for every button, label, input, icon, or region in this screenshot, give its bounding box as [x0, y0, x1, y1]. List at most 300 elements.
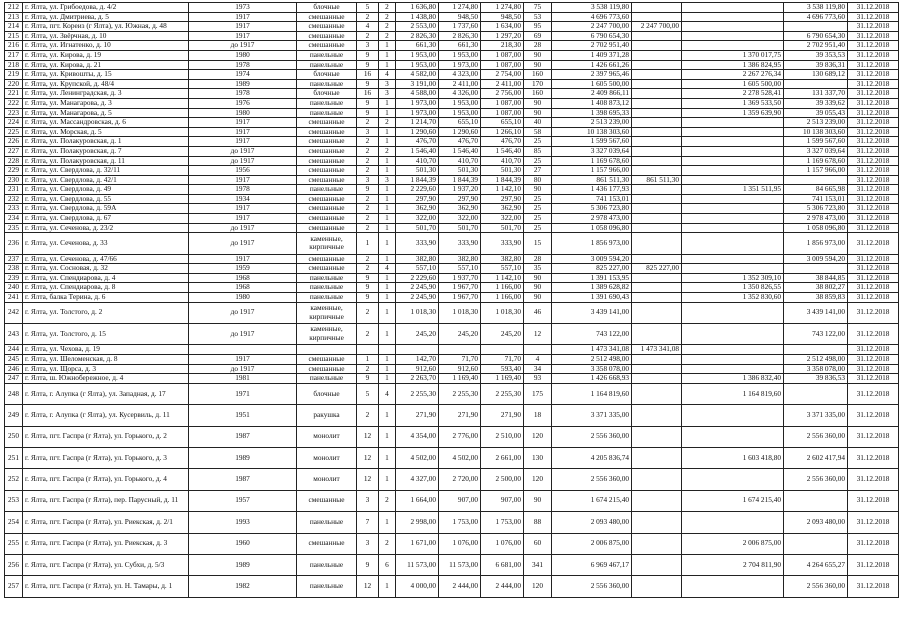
date-cell: 31.12.2018	[848, 194, 899, 204]
fund-1-cell	[632, 89, 682, 99]
fund-2-cell: 1 369 533,50	[682, 98, 784, 108]
living-area-cell: 2 720,00	[439, 469, 481, 490]
cost-cell: 6 969 467,17	[552, 554, 632, 575]
row-number: 235	[5, 223, 23, 233]
total-area-cell: 1 438,80	[396, 12, 439, 22]
cost-cell: 5 306 723,80	[552, 204, 632, 214]
address-cell: г. Ялта, ул. Крупской, д. 48/4	[23, 79, 189, 89]
material-cell: блочные	[297, 70, 357, 80]
total-area-cell: 142,70	[396, 354, 439, 364]
cost-cell: 3 538 119,80	[552, 3, 632, 13]
row-number: 225	[5, 127, 23, 137]
residential-area-cell: 1 087,00	[481, 98, 524, 108]
living-area-cell: 1 967,70	[439, 293, 481, 303]
date-cell: 31.12.2018	[848, 108, 899, 118]
material-cell: смешанные	[297, 31, 357, 41]
address-cell: г. Ялта, пгт. Гаспра (г Ялта), ул. Риекская, д. 3	[23, 533, 189, 554]
date-cell: 31.12.2018	[848, 127, 899, 137]
fund-3-cell: 743 122,00	[784, 324, 848, 345]
fund-2-cell: 1 370 017,75	[682, 50, 784, 60]
residents-cell: 90	[524, 283, 552, 293]
address-cell: г. Ялта, ул. Свердлова, д. 42/1	[23, 175, 189, 185]
floors-cell: 9	[357, 98, 379, 108]
address-cell: г. Ялта, ул. Звёрчная, д. 10	[23, 31, 189, 41]
date-cell: 31.12.2018	[848, 426, 899, 447]
date-cell: 31.12.2018	[848, 405, 899, 426]
table-row	[5, 374, 899, 384]
floors-cell: 3	[357, 127, 379, 137]
living-area-cell: 410,70	[439, 156, 481, 166]
table-row	[5, 283, 899, 293]
residential-area-cell: 1 297,20	[481, 31, 524, 41]
residential-area-cell: 655,10	[481, 118, 524, 128]
fund-2-cell	[682, 156, 784, 166]
fund-2-cell	[682, 345, 784, 355]
residents-cell: 120	[524, 576, 552, 597]
document-sheet	[4, 2, 898, 598]
living-area-cell: 362,90	[439, 204, 481, 214]
residential-area-cell: 1 087,00	[481, 60, 524, 70]
cost-cell: 2 556 360,00	[552, 469, 632, 490]
fund-3-cell: 2 602 417,94	[784, 447, 848, 468]
address-cell: г. Ялта, ш. Южнобережное, д. 4	[23, 374, 189, 384]
cost-cell: 1 391 690,43	[552, 293, 632, 303]
address-cell: г. Ялта, г. Алупка (г Ялта), ул. Кусервиль, д. 11	[23, 405, 189, 426]
residents-cell: 27	[524, 166, 552, 176]
fund-2-cell: 1 386 824,95	[682, 60, 784, 70]
date-cell: 31.12.2018	[848, 254, 899, 264]
cost-cell: 1 058 096,80	[552, 223, 632, 233]
floors-cell: 9	[357, 108, 379, 118]
row-number: 233	[5, 204, 23, 214]
living-area-cell: 1 737,60	[439, 22, 481, 32]
date-cell: 31.12.2018	[848, 345, 899, 355]
fund-2-cell	[682, 302, 784, 323]
material-cell: панельные	[297, 79, 357, 89]
material-cell: панельные	[297, 98, 357, 108]
date-cell: 31.12.2018	[848, 490, 899, 511]
address-cell: г. Ялта, ул. Свердлова, д. 59А	[23, 204, 189, 214]
cost-cell: 2 702 951,40	[552, 41, 632, 51]
table-row	[5, 324, 899, 345]
row-number: 217	[5, 50, 23, 60]
residents-cell: 88	[524, 512, 552, 533]
material-cell: панельные	[297, 108, 357, 118]
cost-cell: 2 556 360,00	[552, 426, 632, 447]
cost-cell: 10 138 303,60	[552, 127, 632, 137]
fund-2-cell: 1 351 511,95	[682, 185, 784, 195]
residents-cell: 120	[524, 426, 552, 447]
fund-1-cell	[632, 79, 682, 89]
living-area-cell: 1 937,20	[439, 185, 481, 195]
row-number: 228	[5, 156, 23, 166]
floors-cell: 12	[357, 426, 379, 447]
floors-cell: 4	[357, 22, 379, 32]
residents-cell: 15	[524, 233, 552, 254]
row-number: 252	[5, 469, 23, 490]
row-number: 234	[5, 214, 23, 224]
material-cell: смешанные	[297, 127, 357, 137]
residential-area-cell: 382,80	[481, 254, 524, 264]
residents-cell: 4	[524, 354, 552, 364]
floors-cell: 3	[357, 175, 379, 185]
residents-cell: 25	[524, 137, 552, 147]
date-cell: 31.12.2018	[848, 354, 899, 364]
fund-3-cell: 1 169 678,60	[784, 156, 848, 166]
fund-1-cell	[632, 293, 682, 303]
year-cell: 1971	[189, 383, 297, 404]
fund-2-cell	[682, 204, 784, 214]
residential-area-cell: 333,90	[481, 233, 524, 254]
residential-area-cell: 6 681,00	[481, 554, 524, 575]
residents-cell: 75	[524, 3, 552, 13]
table-row	[5, 405, 899, 426]
material-cell: смешанные	[297, 533, 357, 554]
table-row	[5, 175, 899, 185]
fund-2-cell	[682, 512, 784, 533]
material-cell: смешанные	[297, 22, 357, 32]
living-area-cell: 1 967,70	[439, 283, 481, 293]
cost-cell: 1 605 500,00	[552, 79, 632, 89]
year-cell: 1917	[189, 12, 297, 22]
year-cell: 1917	[189, 137, 297, 147]
total-area-cell: 501,70	[396, 223, 439, 233]
material-cell: каменные, кирпичные	[297, 324, 357, 345]
material-cell: панельные	[297, 273, 357, 283]
address-cell: г. Ялта, пгт. Гаспра (г Ялта), ул. Горького, д. 2	[23, 426, 189, 447]
year-cell: 1968	[189, 283, 297, 293]
year-cell: 1968	[189, 273, 297, 283]
entrances-cell: 1	[379, 576, 396, 597]
address-cell: г. Ялта, ул. Манагарова, д. 5	[23, 108, 189, 118]
fund-1-cell	[632, 204, 682, 214]
fund-3-cell: 2 978 473,00	[784, 214, 848, 224]
table-row	[5, 447, 899, 468]
cost-cell: 1 164 819,60	[552, 383, 632, 404]
fund-1-cell: 825 227,00	[632, 264, 682, 274]
residential-area-cell: 1 166,00	[481, 293, 524, 303]
floors-cell: 2	[357, 156, 379, 166]
fund-2-cell	[682, 146, 784, 156]
cost-cell: 4 696 773,60	[552, 12, 632, 22]
row-number: 247	[5, 374, 23, 384]
living-area-cell: 661,30	[439, 41, 481, 51]
row-number: 251	[5, 447, 23, 468]
cost-cell: 4 205 836,74	[552, 447, 632, 468]
date-cell: 31.12.2018	[848, 283, 899, 293]
entrances-cell: 1	[379, 214, 396, 224]
living-area-cell: 2 776,00	[439, 426, 481, 447]
date-cell: 31.12.2018	[848, 204, 899, 214]
date-cell: 31.12.2018	[848, 273, 899, 283]
floors-cell: 1	[357, 354, 379, 364]
material-cell: смешанные	[297, 254, 357, 264]
table-row	[5, 576, 899, 597]
living-area-cell: 2 826,30	[439, 31, 481, 41]
residential-area-cell: 1 169,40	[481, 374, 524, 384]
date-cell: 31.12.2018	[848, 41, 899, 51]
total-area-cell: 322,00	[396, 214, 439, 224]
residents-cell: 175	[524, 383, 552, 404]
residential-area-cell: 2 255,30	[481, 383, 524, 404]
total-area-cell: 1 953,00	[396, 50, 439, 60]
fund-3-cell: 39 836,53	[784, 374, 848, 384]
fund-3-cell: 39 055,43	[784, 108, 848, 118]
total-area-cell: 4 354,00	[396, 426, 439, 447]
year-cell: 1917	[189, 22, 297, 32]
row-number: 236	[5, 233, 23, 254]
residents-cell	[524, 345, 552, 355]
row-number: 223	[5, 108, 23, 118]
fund-3-cell: 1 058 096,80	[784, 223, 848, 233]
fund-2-cell	[682, 254, 784, 264]
material-cell: блочные	[297, 383, 357, 404]
table-row	[5, 22, 899, 32]
living-area-cell: 912,60	[439, 364, 481, 374]
entrances-cell: 1	[379, 426, 396, 447]
address-cell: г. Ялта, ул. Спендиарова, д. 8	[23, 283, 189, 293]
total-area-cell: 661,30	[396, 41, 439, 51]
residential-area-cell: 907,00	[481, 490, 524, 511]
address-cell: г. Ялта, ул. Свердлова, д. 49	[23, 185, 189, 195]
residential-area-cell: 2 754,00	[481, 70, 524, 80]
fund-1-cell	[632, 60, 682, 70]
material-cell	[297, 345, 357, 355]
cost-cell: 2 397 965,46	[552, 70, 632, 80]
fund-2-cell: 1 674 215,40	[682, 490, 784, 511]
table-row	[5, 60, 899, 70]
entrances-cell: 4	[379, 70, 396, 80]
table-row	[5, 345, 899, 355]
fund-3-cell: 2 556 360,00	[784, 469, 848, 490]
year-cell: до 1917	[189, 223, 297, 233]
fund-2-cell	[682, 137, 784, 147]
fund-2-cell	[682, 12, 784, 22]
address-cell: г. Ялта, ул. Массандровская, д. 6	[23, 118, 189, 128]
entrances-cell: 1	[379, 293, 396, 303]
residents-cell: 85	[524, 146, 552, 156]
year-cell: до 1917	[189, 146, 297, 156]
fund-1-cell	[632, 185, 682, 195]
residents-cell: 25	[524, 214, 552, 224]
address-cell: г. Ялта, ул. Полакуровская, д. 7	[23, 146, 189, 156]
fund-1-cell	[632, 364, 682, 374]
year-cell: 1917	[189, 127, 297, 137]
fund-2-cell: 1 603 418,80	[682, 447, 784, 468]
date-cell: 31.12.2018	[848, 137, 899, 147]
entrances-cell: 4	[379, 383, 396, 404]
entrances-cell: 1	[379, 41, 396, 51]
address-cell: г. Ялта, ул. Толстого, д. 15	[23, 324, 189, 345]
entrances-cell: 2	[379, 31, 396, 41]
residential-area-cell: 271,90	[481, 405, 524, 426]
fund-3-cell: 130 689,12	[784, 70, 848, 80]
address-cell: г. Ялта, ул. Полакуровская, д. 1	[23, 137, 189, 147]
material-cell: смешанные	[297, 137, 357, 147]
floors-cell: 9	[357, 50, 379, 60]
fund-1-cell	[632, 324, 682, 345]
living-area-cell: 1 953,00	[439, 108, 481, 118]
fund-1-cell	[632, 31, 682, 41]
date-cell: 31.12.2018	[848, 264, 899, 274]
entrances-cell: 1	[379, 194, 396, 204]
fund-3-cell: 3 009 594,20	[784, 254, 848, 264]
living-area-cell: 2 444,00	[439, 576, 481, 597]
fund-1-cell	[632, 512, 682, 533]
living-area-cell: 1 018,30	[439, 302, 481, 323]
total-area-cell: 382,80	[396, 254, 439, 264]
entrances-cell: 1	[379, 127, 396, 137]
residential-area-cell: 2 510,00	[481, 426, 524, 447]
year-cell: 1976	[189, 98, 297, 108]
fund-1-cell	[632, 146, 682, 156]
material-cell: смешанные	[297, 118, 357, 128]
year-cell: 1959	[189, 264, 297, 274]
date-cell: 31.12.2018	[848, 512, 899, 533]
total-area-cell: 1 973,00	[396, 98, 439, 108]
residential-area-cell: 948,50	[481, 12, 524, 22]
floors-cell: 9	[357, 554, 379, 575]
fund-3-cell: 2 093 480,00	[784, 512, 848, 533]
address-cell: г. Ялта, пгт. Гаспра (г Ялта), ул. Горького, д. 4	[23, 469, 189, 490]
residents-cell: 90	[524, 490, 552, 511]
cost-cell: 1 674 215,40	[552, 490, 632, 511]
cost-cell: 1 473 341,08	[552, 345, 632, 355]
address-cell: г. Ялта, ул. Свердлова, д. 32/11	[23, 166, 189, 176]
fund-3-cell: 6 790 654,30	[784, 31, 848, 41]
floors-cell: 2	[357, 204, 379, 214]
material-cell: панельные	[297, 554, 357, 575]
year-cell: 1989	[189, 447, 297, 468]
residential-area-cell: 71,70	[481, 354, 524, 364]
date-cell: 31.12.2018	[848, 70, 899, 80]
floors-cell: 2	[357, 264, 379, 274]
residential-area-cell: 1 076,00	[481, 533, 524, 554]
row-number: 254	[5, 512, 23, 533]
date-cell: 31.12.2018	[848, 233, 899, 254]
total-area-cell: 245,20	[396, 324, 439, 345]
residents-cell: 46	[524, 302, 552, 323]
table-row	[5, 233, 899, 254]
fund-2-cell	[682, 364, 784, 374]
fund-3-cell	[784, 345, 848, 355]
year-cell: 1917	[189, 31, 297, 41]
total-area-cell: 333,90	[396, 233, 439, 254]
floors-cell: 16	[357, 89, 379, 99]
floors-cell: 12	[357, 447, 379, 468]
residential-area-cell: 1 018,30	[481, 302, 524, 323]
entrances-cell: 1	[379, 185, 396, 195]
cost-cell: 3 439 141,00	[552, 302, 632, 323]
table-row	[5, 137, 899, 147]
floors-cell: 2	[357, 12, 379, 22]
entrances-cell: 1	[379, 254, 396, 264]
cost-cell: 1 169 678,60	[552, 156, 632, 166]
living-area-cell: 4 326,00	[439, 89, 481, 99]
fund-1-cell	[632, 108, 682, 118]
residential-area-cell: 501,30	[481, 166, 524, 176]
floors-cell: 5	[357, 383, 379, 404]
residents-cell: 60	[524, 533, 552, 554]
floors-cell: 9	[357, 185, 379, 195]
fund-2-cell	[682, 22, 784, 32]
floors-cell: 2	[357, 405, 379, 426]
row-number: 222	[5, 98, 23, 108]
table-row	[5, 469, 899, 490]
floors-cell: 3	[357, 533, 379, 554]
cost-cell: 2 556 360,00	[552, 576, 632, 597]
living-area-cell: 501,70	[439, 223, 481, 233]
table-row	[5, 70, 899, 80]
floors-cell	[357, 345, 379, 355]
fund-1-cell	[632, 374, 682, 384]
cost-cell: 3 371 335,00	[552, 405, 632, 426]
row-number: 250	[5, 426, 23, 447]
residents-cell: 90	[524, 60, 552, 70]
material-cell: смешанные	[297, 146, 357, 156]
cost-cell: 1 157 966,00	[552, 166, 632, 176]
total-area-cell: 1 018,30	[396, 302, 439, 323]
cost-cell: 3 327 039,64	[552, 146, 632, 156]
living-area-cell: 71,70	[439, 354, 481, 364]
living-area-cell: 382,80	[439, 254, 481, 264]
floors-cell: 2	[357, 137, 379, 147]
residential-area-cell: 557,10	[481, 264, 524, 274]
address-cell: г. Ялта, ул. Свердлова, д. 67	[23, 214, 189, 224]
fund-2-cell	[682, 223, 784, 233]
living-area-cell: 297,90	[439, 194, 481, 204]
row-number: 213	[5, 12, 23, 22]
year-cell: до 1917	[189, 364, 297, 374]
material-cell: блочные	[297, 3, 357, 13]
fund-3-cell: 38 802,27	[784, 283, 848, 293]
entrances-cell: 1	[379, 283, 396, 293]
cost-cell: 1 856 973,00	[552, 233, 632, 254]
material-cell: каменные, кирпичные	[297, 302, 357, 323]
fund-2-cell: 1 350 826,55	[682, 283, 784, 293]
entrances-cell: 1	[379, 374, 396, 384]
living-area-cell: 1 169,40	[439, 374, 481, 384]
address-cell: г. Ялта, ул. Кривошты, д. 15	[23, 70, 189, 80]
address-cell: г. Ялта, ул. Щорса, д. 3	[23, 364, 189, 374]
material-cell: смешанные	[297, 204, 357, 214]
year-cell: 1993	[189, 512, 297, 533]
row-number: 224	[5, 118, 23, 128]
date-cell: 31.12.2018	[848, 3, 899, 13]
total-area-cell: 271,90	[396, 405, 439, 426]
row-number: 256	[5, 554, 23, 575]
year-cell: до 1917	[189, 41, 297, 51]
residential-area-cell: 593,40	[481, 364, 524, 374]
entrances-cell: 2	[379, 146, 396, 156]
floors-cell: 7	[357, 512, 379, 533]
total-area-cell: 1 664,00	[396, 490, 439, 511]
table-row	[5, 214, 899, 224]
entrances-cell: 3	[379, 89, 396, 99]
fund-2-cell	[682, 324, 784, 345]
entrances-cell	[379, 345, 396, 355]
fund-3-cell: 3 327 039,64	[784, 146, 848, 156]
date-cell: 31.12.2018	[848, 214, 899, 224]
row-number: 243	[5, 324, 23, 345]
total-area-cell: 3 191,00	[396, 79, 439, 89]
date-cell: 31.12.2018	[848, 60, 899, 70]
fund-3-cell: 39 836,31	[784, 60, 848, 70]
date-cell: 31.12.2018	[848, 98, 899, 108]
floors-cell: 1	[357, 233, 379, 254]
table-row	[5, 354, 899, 364]
year-cell: 1934	[189, 194, 297, 204]
